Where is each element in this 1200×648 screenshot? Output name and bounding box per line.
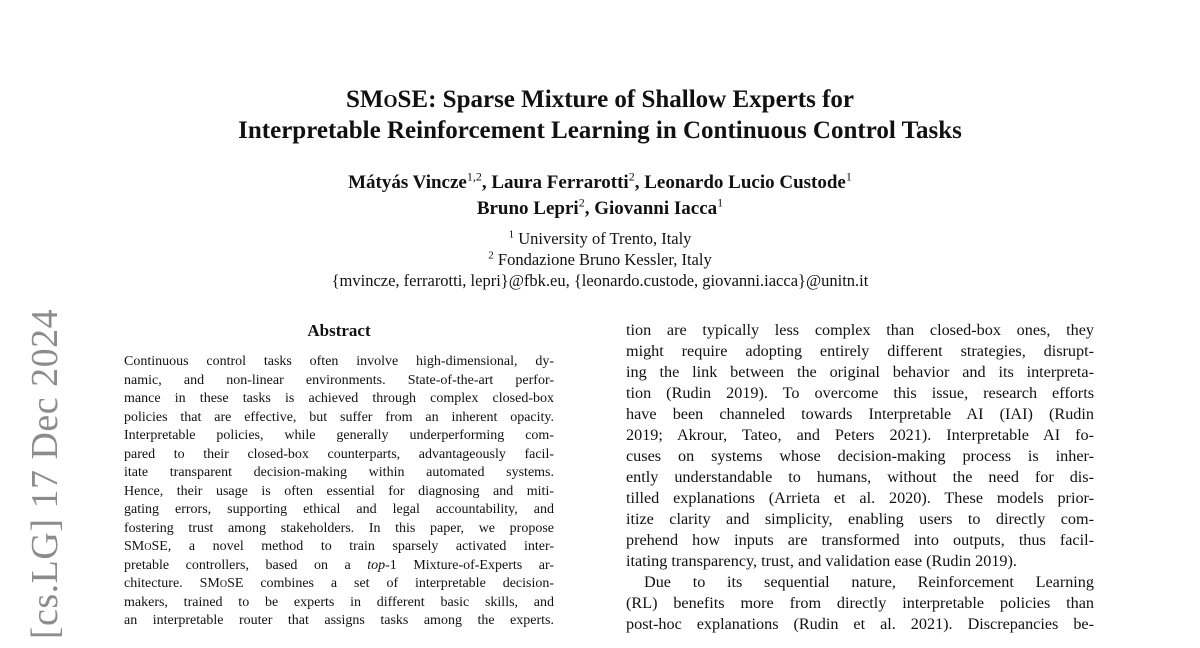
abstract-fragment: -1 Mixture-of-Experts ar- — [385, 557, 554, 573]
body-line: ently understandable to humans, without the need for dis- — [626, 468, 1094, 486]
author-affil-sup: 1,2 — [466, 169, 482, 184]
paper-header — [0, 84, 1200, 291]
author-name: Laura Ferrarotti — [491, 172, 629, 193]
abstract-line — [124, 557, 554, 576]
title-suffix: SE: Sparse Mixture of Shallow Experts for — [397, 86, 854, 113]
body-line: 2019; Akrour, Tateo, and Peters 2021). Interpretable AI fo- — [626, 426, 1094, 444]
body-line: prehend how inputs are transformed into outputs, thus facil- — [626, 531, 1094, 549]
body-line: itize clarity and simplicity, enabling users to directly com- — [626, 510, 1094, 528]
body-column-right — [626, 320, 1094, 635]
author-affil-sup: 2 — [628, 169, 635, 184]
affiliation-sup: 2 — [488, 249, 494, 262]
arxiv-stamp-text: [cs.LG] 17 Dec 2024 — [24, 308, 67, 640]
abstract-line: pared to their closed-box counterparts, advantageously facil- — [124, 446, 554, 462]
abstract-emphasis: top — [367, 557, 386, 573]
body-line: tion are typically less complex than closed-box ones, they — [626, 321, 1094, 339]
arxiv-side-stamp — [22, 300, 68, 648]
title-line-2: Interpretable Reinforcement Learning in Continuous Control Tasks — [238, 117, 962, 144]
title-smallcaps: o — [383, 86, 398, 113]
author-emails: {mvincze, ferrarotti, lepri}@fbk.eu, {leonardo.custode, giovanni.iacca}@unitn.it — [331, 271, 869, 290]
affiliation-2 — [0, 249, 1200, 270]
abstract-fragment: SM — [124, 539, 145, 554]
abstract-line: gating errors, supporting ethical and legal accountability, and — [124, 502, 554, 517]
abstract-heading: Abstract — [307, 321, 371, 340]
abstract-line: an interpretable router that assigns tasks among the experts. — [124, 613, 554, 628]
affiliation-sup: 1 — [508, 228, 515, 241]
author-separator: , — [584, 198, 595, 219]
abstract-line — [124, 538, 554, 557]
paper-title — [0, 84, 1200, 146]
abstract-column — [124, 320, 554, 631]
abstract-fragment: pretable controllers, based on a — [124, 557, 368, 573]
abstract-line: Hence, their usage is often essential for diagnosing and miti- — [124, 483, 554, 499]
title-prefix: SM — [346, 86, 384, 113]
abstract-smallcaps: o — [144, 539, 152, 554]
author-name: Leonardo Lucio Custode — [644, 172, 846, 193]
body-line: post-hoc explanations (Rudin et al. 2021). Discrepancies be- — [626, 615, 1094, 633]
author-name: Bruno Lepri — [476, 198, 579, 219]
body-line: tion (Rudin 2019). To overcome this issue, research efforts — [626, 384, 1094, 402]
abstract-line: Interpretable policies, while generally underperforming com- — [124, 428, 554, 443]
abstract-fragment: chitecture. SM — [124, 576, 220, 591]
abstract-line: makers, trained to be experts in different basic skills, and — [124, 594, 554, 610]
author-affil-sup: 2 — [578, 195, 585, 210]
title-line-1 — [346, 86, 854, 113]
abstract-line: policies that are effective, but suffer from an inherent opacity. — [124, 409, 554, 425]
abstract-line: Continuous control tasks often involve high-dimensional, dy- — [124, 354, 554, 369]
body-paragraph-1 — [626, 320, 1094, 572]
body-line: cuses on systems whose decision-making process is inher- — [626, 447, 1094, 465]
affiliation-1 — [0, 228, 1200, 249]
body-line: ing the link between the original behavior and its interpreta- — [626, 363, 1094, 381]
abstract-line: mance in these tasks is achieved through complex closed-box — [124, 391, 554, 406]
abstract-fragment: SE combines a set of interpretable decision- — [227, 576, 555, 591]
author-separator: , — [481, 172, 492, 193]
abstract-fragment: SE, a novel method to train sparsely activated inter- — [151, 539, 554, 554]
abstract-line: itate transparent decision-making within automated systems. — [124, 465, 554, 480]
body-paragraph-2 — [626, 572, 1094, 635]
author-separator: , — [634, 172, 645, 193]
body-line: Due to its sequential nature, Reinforcement Learning — [644, 573, 1094, 591]
abstract-smallcaps: o — [219, 576, 228, 591]
body-line: have been channeled towards Interpretable AI (IAI) (Rudin — [626, 405, 1094, 423]
abstract-line: namic, and non-linear environments. State-of-the-art perfor- — [124, 372, 554, 388]
affiliation-text: Fondazione Bruno Kessler, Italy — [493, 250, 712, 269]
affiliation-text: University of Trento, Italy — [514, 229, 692, 248]
author-affil-sup: 1 — [717, 195, 724, 210]
abstract-line: fostering trust among stakeholders. In this paper, we propose — [124, 520, 554, 536]
body-line: might require adopting entirely different strategies, disrupt- — [626, 342, 1094, 360]
abstract-line — [124, 575, 554, 594]
abstract-body — [124, 353, 554, 631]
body-line: itating transparency, trust, and validation ease (Rudin 2019). — [626, 552, 1017, 570]
author-name: Giovanni Iacca — [594, 198, 718, 219]
body-line: tilled explanations (Arrieta et al. 2020). These models prior- — [626, 489, 1094, 507]
author-name: Mátyás Vincze — [348, 172, 467, 193]
author-affil-sup: 1 — [845, 169, 852, 184]
author-line-2 — [0, 196, 1200, 222]
author-list — [0, 170, 1200, 222]
author-line-1 — [0, 170, 1200, 196]
body-line: (RL) benefits more from directly interpretable policies than — [626, 594, 1094, 612]
